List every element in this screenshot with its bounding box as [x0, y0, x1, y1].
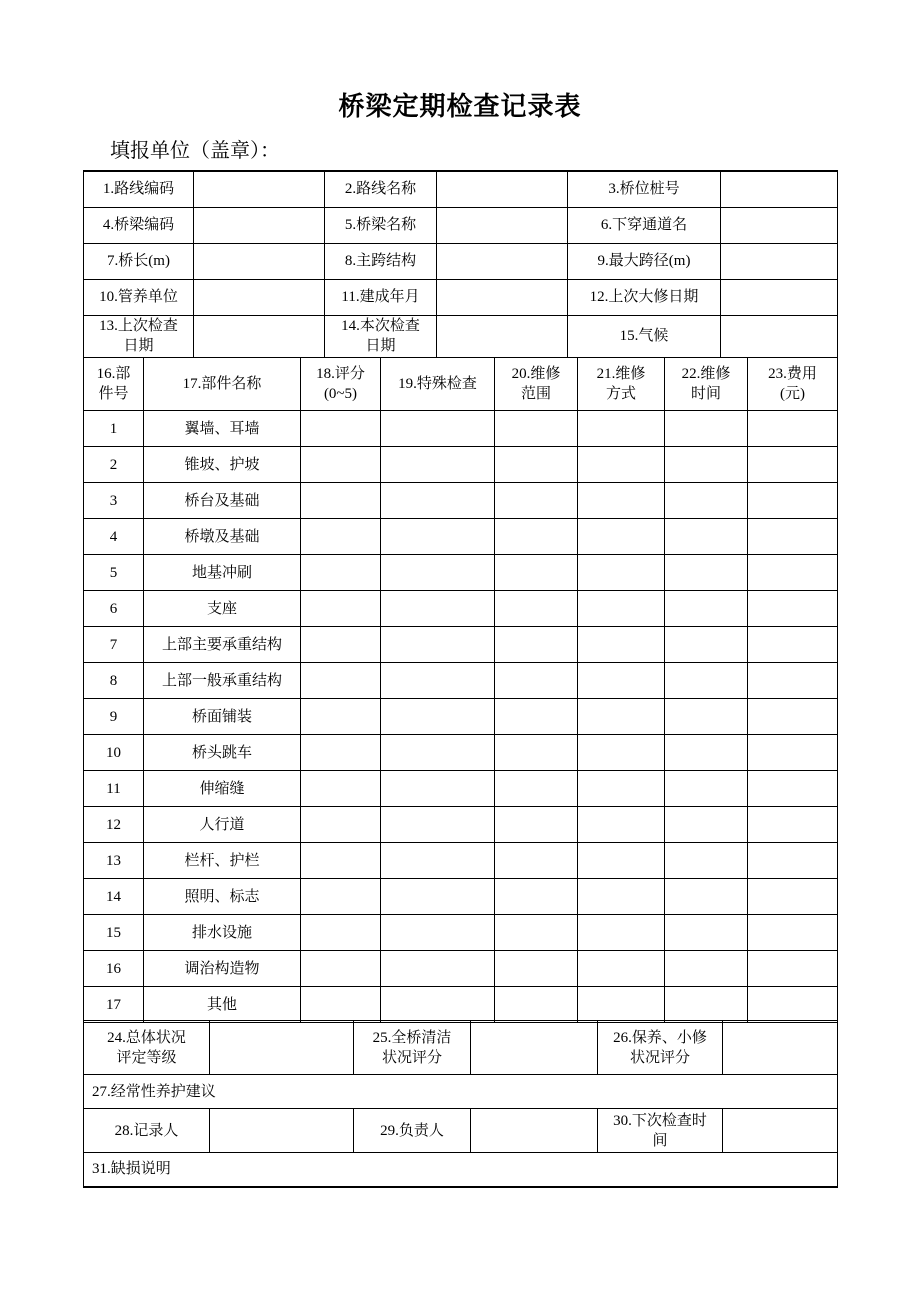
- special-inspection-cell[interactable]: [381, 447, 495, 483]
- table-row: [84, 735, 838, 771]
- repair-scope-cell[interactable]: [495, 735, 578, 771]
- special-inspection-cell[interactable]: [381, 663, 495, 699]
- component-name: 其他: [144, 987, 301, 1023]
- special-inspection-cell[interactable]: [381, 555, 495, 591]
- maintenance-unit-field[interactable]: [194, 279, 325, 315]
- component-number: 4: [84, 519, 144, 555]
- component-number: 16: [84, 951, 144, 987]
- component-number: 2: [84, 447, 144, 483]
- route-code-field[interactable]: [194, 171, 325, 207]
- component-number: 12: [84, 807, 144, 843]
- overall-rating-field[interactable]: [210, 1021, 354, 1075]
- maintenance-score-field[interactable]: [723, 1021, 838, 1075]
- component-name: 调治构造物: [144, 951, 301, 987]
- route-name-field[interactable]: [437, 171, 568, 207]
- special-inspection-cell[interactable]: [381, 987, 495, 1023]
- underpass-name-label: 6.下穿通道名: [568, 207, 721, 243]
- component-name: 排水设施: [144, 915, 301, 951]
- info-row: [84, 279, 838, 315]
- component-number: 11: [84, 771, 144, 807]
- repair-method-cell[interactable]: [578, 411, 665, 447]
- header-repair-method: 21.维修 方式: [578, 358, 665, 411]
- responsible-person-label: 29.负责人: [354, 1109, 471, 1153]
- maintenance-score-label: 26.保养、小修 状况评分: [598, 1021, 723, 1075]
- cleanliness-score-field[interactable]: [471, 1021, 598, 1075]
- component-number: 13: [84, 843, 144, 879]
- reporting-unit-label: 填报单位（盖章）：: [110, 140, 280, 162]
- component-name: 照明、标志: [144, 879, 301, 915]
- component-name: 锥坡、护坡: [144, 447, 301, 483]
- component-name: 地基冲刷: [144, 555, 301, 591]
- last-overhaul-date-field[interactable]: [721, 279, 838, 315]
- repair-scope-cell[interactable]: [495, 627, 578, 663]
- table-row: [84, 411, 838, 447]
- built-date-field[interactable]: [437, 279, 568, 315]
- special-inspection-cell[interactable]: [381, 483, 495, 519]
- score-cell[interactable]: [301, 879, 381, 915]
- cost-cell[interactable]: [748, 411, 838, 447]
- cost-cell[interactable]: [748, 483, 838, 519]
- repair-method-cell[interactable]: [578, 591, 665, 627]
- bridge-station-field[interactable]: [721, 171, 838, 207]
- defect-notes-field[interactable]: 31.缺损说明: [84, 1153, 838, 1187]
- repair-scope-cell[interactable]: [495, 591, 578, 627]
- summary-table: [83, 1020, 838, 1188]
- score-cell[interactable]: [301, 627, 381, 663]
- repair-method-cell[interactable]: [578, 483, 665, 519]
- table-row: [84, 555, 838, 591]
- repair-method-cell[interactable]: [578, 735, 665, 771]
- repair-method-cell[interactable]: [578, 447, 665, 483]
- component-name: 桥面铺装: [144, 699, 301, 735]
- component-name: 翼墙、耳墙: [144, 411, 301, 447]
- current-inspection-date-field[interactable]: [437, 315, 568, 357]
- info-row: [84, 315, 838, 357]
- bridge-length-field[interactable]: [194, 243, 325, 279]
- repair-method-cell[interactable]: [578, 771, 665, 807]
- repair-method-cell[interactable]: [578, 555, 665, 591]
- repair-method-cell[interactable]: [578, 879, 665, 915]
- special-inspection-cell[interactable]: [381, 519, 495, 555]
- special-inspection-cell[interactable]: [381, 699, 495, 735]
- special-inspection-cell[interactable]: [381, 411, 495, 447]
- repair-method-cell[interactable]: [578, 987, 665, 1023]
- header-repair-time: 22.维修 时间: [665, 358, 748, 411]
- repair-time-cell[interactable]: [665, 591, 748, 627]
- score-cell[interactable]: [301, 843, 381, 879]
- component-name: 桥头跳车: [144, 735, 301, 771]
- table-row: [84, 699, 838, 735]
- bridge-code-field[interactable]: [194, 207, 325, 243]
- score-cell[interactable]: [301, 915, 381, 951]
- component-name: 人行道: [144, 807, 301, 843]
- repair-scope-cell[interactable]: [495, 951, 578, 987]
- component-number: 15: [84, 915, 144, 951]
- repair-scope-cell[interactable]: [495, 699, 578, 735]
- table-row: [84, 447, 838, 483]
- maintenance-unit-label: 10.管养单位: [84, 279, 194, 315]
- main-span-structure-field[interactable]: [437, 243, 568, 279]
- max-span-field[interactable]: [721, 243, 838, 279]
- cost-cell[interactable]: [748, 915, 838, 951]
- component-number: 9: [84, 699, 144, 735]
- repair-scope-cell[interactable]: [495, 879, 578, 915]
- max-span-label: 9.最大跨径(m): [568, 243, 721, 279]
- repair-time-cell[interactable]: [665, 807, 748, 843]
- repair-time-cell[interactable]: [665, 447, 748, 483]
- component-number: 6: [84, 591, 144, 627]
- routine-advice-row: [84, 1075, 838, 1109]
- defect-notes-row: [84, 1153, 838, 1187]
- special-inspection-cell[interactable]: [381, 951, 495, 987]
- component-name: 上部一般承重结构: [144, 663, 301, 699]
- bridge-length-label: 7.桥长(m): [84, 243, 194, 279]
- component-number: 8: [84, 663, 144, 699]
- component-header-row: [84, 358, 838, 411]
- cost-cell[interactable]: [748, 699, 838, 735]
- special-inspection-cell[interactable]: [381, 915, 495, 951]
- component-number: 14: [84, 879, 144, 915]
- last-inspection-date-field[interactable]: [194, 315, 325, 357]
- cost-cell[interactable]: [748, 843, 838, 879]
- table-row: [84, 879, 838, 915]
- header-repair-scope: 20.维修 范围: [495, 358, 578, 411]
- table-row: [84, 519, 838, 555]
- underpass-name-field[interactable]: [721, 207, 838, 243]
- repair-method-cell[interactable]: [578, 915, 665, 951]
- repair-scope-cell[interactable]: [495, 483, 578, 519]
- bridge-name-field[interactable]: [437, 207, 568, 243]
- repair-time-cell[interactable]: [665, 483, 748, 519]
- repair-time-cell[interactable]: [665, 411, 748, 447]
- repair-time-cell[interactable]: [665, 735, 748, 771]
- cost-cell[interactable]: [748, 519, 838, 555]
- special-inspection-cell[interactable]: [381, 735, 495, 771]
- component-name: 伸缩缝: [144, 771, 301, 807]
- route-name-label: 2.路线名称: [325, 171, 437, 207]
- header-special-inspection: 19.特殊检查: [381, 358, 495, 411]
- component-name: 支座: [144, 591, 301, 627]
- repair-method-cell[interactable]: [578, 663, 665, 699]
- special-inspection-cell[interactable]: [381, 843, 495, 879]
- repair-time-cell[interactable]: [665, 555, 748, 591]
- last-inspection-date-label: 13.上次检查 日期: [84, 315, 194, 357]
- score-cell[interactable]: [301, 663, 381, 699]
- cost-cell[interactable]: [748, 951, 838, 987]
- component-name: 桥墩及基础: [144, 519, 301, 555]
- score-cell[interactable]: [301, 591, 381, 627]
- current-inspection-date-label: 14.本次检查 日期: [325, 315, 437, 357]
- bridge-name-label: 5.桥梁名称: [325, 207, 437, 243]
- repair-method-cell[interactable]: [578, 843, 665, 879]
- repair-time-cell[interactable]: [665, 879, 748, 915]
- repair-scope-cell[interactable]: [495, 987, 578, 1023]
- component-number: 10: [84, 735, 144, 771]
- repair-scope-cell[interactable]: [495, 843, 578, 879]
- repair-scope-cell[interactable]: [495, 663, 578, 699]
- cost-cell[interactable]: [748, 987, 838, 1023]
- repair-method-cell[interactable]: [578, 951, 665, 987]
- repair-method-cell[interactable]: [578, 627, 665, 663]
- repair-method-cell[interactable]: [578, 807, 665, 843]
- weather-field[interactable]: [721, 315, 838, 357]
- repair-time-cell[interactable]: [665, 699, 748, 735]
- repair-scope-cell[interactable]: [495, 411, 578, 447]
- table-row: [84, 483, 838, 519]
- repair-scope-cell[interactable]: [495, 519, 578, 555]
- next-inspection-label: 30.下次检查时 间: [598, 1109, 723, 1153]
- component-number: 1: [84, 411, 144, 447]
- component-number: 7: [84, 627, 144, 663]
- repair-time-cell[interactable]: [665, 987, 748, 1023]
- score-cell[interactable]: [301, 519, 381, 555]
- table-row: [84, 771, 838, 807]
- cost-cell[interactable]: [748, 663, 838, 699]
- header-component-no: 16.部 件号: [84, 358, 144, 411]
- info-row: [84, 243, 838, 279]
- component-name: 桥台及基础: [144, 483, 301, 519]
- cost-cell[interactable]: [748, 555, 838, 591]
- repair-method-cell[interactable]: [578, 519, 665, 555]
- cost-cell[interactable]: [748, 879, 838, 915]
- cost-cell[interactable]: [748, 807, 838, 843]
- special-inspection-cell[interactable]: [381, 591, 495, 627]
- repair-time-cell[interactable]: [665, 771, 748, 807]
- score-cell[interactable]: [301, 447, 381, 483]
- cleanliness-score-label: 25.全桥清洁 状况评分: [354, 1021, 471, 1075]
- bridge-info-table: [83, 170, 838, 358]
- score-cell[interactable]: [301, 807, 381, 843]
- table-row: [84, 663, 838, 699]
- cost-cell[interactable]: [748, 591, 838, 627]
- cost-cell[interactable]: [748, 627, 838, 663]
- summary-row: [84, 1021, 838, 1075]
- recorder-label: 28.记录人: [84, 1109, 210, 1153]
- score-cell[interactable]: [301, 735, 381, 771]
- repair-time-cell[interactable]: [665, 627, 748, 663]
- repair-time-cell[interactable]: [665, 519, 748, 555]
- component-name: 上部主要承重结构: [144, 627, 301, 663]
- component-number: 5: [84, 555, 144, 591]
- component-number: 3: [84, 483, 144, 519]
- score-cell[interactable]: [301, 483, 381, 519]
- header-score: 18.评分 (0~5): [301, 358, 381, 411]
- component-name: 栏杆、护栏: [144, 843, 301, 879]
- header-cost: 23.费用 (元): [748, 358, 838, 411]
- score-cell[interactable]: [301, 411, 381, 447]
- bridge-code-label: 4.桥梁编码: [84, 207, 194, 243]
- table-row: [84, 807, 838, 843]
- component-inspection-table: [83, 357, 838, 1023]
- route-code-label: 1.路线编码: [84, 171, 194, 207]
- built-date-label: 11.建成年月: [325, 279, 437, 315]
- responsible-person-field[interactable]: [471, 1109, 598, 1153]
- info-row: [84, 207, 838, 243]
- repair-scope-cell[interactable]: [495, 447, 578, 483]
- score-cell[interactable]: [301, 699, 381, 735]
- next-inspection-field[interactable]: [723, 1109, 838, 1153]
- special-inspection-cell[interactable]: [381, 627, 495, 663]
- score-cell[interactable]: [301, 987, 381, 1023]
- cost-cell[interactable]: [748, 735, 838, 771]
- cost-cell[interactable]: [748, 771, 838, 807]
- weather-label: 15.气候: [568, 315, 721, 357]
- repair-scope-cell[interactable]: [495, 771, 578, 807]
- score-cell[interactable]: [301, 951, 381, 987]
- score-cell[interactable]: [301, 555, 381, 591]
- main-span-structure-label: 8.主跨结构: [325, 243, 437, 279]
- component-number: 17: [84, 987, 144, 1023]
- repair-method-cell[interactable]: [578, 699, 665, 735]
- repair-time-cell[interactable]: [665, 915, 748, 951]
- info-row: [84, 171, 838, 207]
- special-inspection-cell[interactable]: [381, 879, 495, 915]
- table-row: [84, 951, 838, 987]
- score-cell[interactable]: [301, 771, 381, 807]
- header-component-name: 17.部件名称: [144, 358, 301, 411]
- repair-time-cell[interactable]: [665, 951, 748, 987]
- signoff-row: [84, 1109, 838, 1153]
- table-row: [84, 843, 838, 879]
- repair-time-cell[interactable]: [665, 663, 748, 699]
- last-overhaul-date-label: 12.上次大修日期: [568, 279, 721, 315]
- repair-time-cell[interactable]: [665, 843, 748, 879]
- table-row: [84, 627, 838, 663]
- table-row: [84, 915, 838, 951]
- table-row: [84, 591, 838, 627]
- bridge-station-label: 3.桥位桩号: [568, 171, 721, 207]
- overall-rating-label: 24.总体状况 评定等级: [84, 1021, 210, 1075]
- recorder-field[interactable]: [210, 1109, 354, 1153]
- table-row: [84, 987, 838, 1023]
- cost-cell[interactable]: [748, 447, 838, 483]
- repair-scope-cell[interactable]: [495, 555, 578, 591]
- repair-scope-cell[interactable]: [495, 915, 578, 951]
- repair-scope-cell[interactable]: [495, 807, 578, 843]
- special-inspection-cell[interactable]: [381, 807, 495, 843]
- special-inspection-cell[interactable]: [381, 771, 495, 807]
- routine-advice-field[interactable]: 27.经常性养护建议: [84, 1075, 838, 1109]
- page-title: 桥梁定期检查记录表: [338, 92, 582, 121]
